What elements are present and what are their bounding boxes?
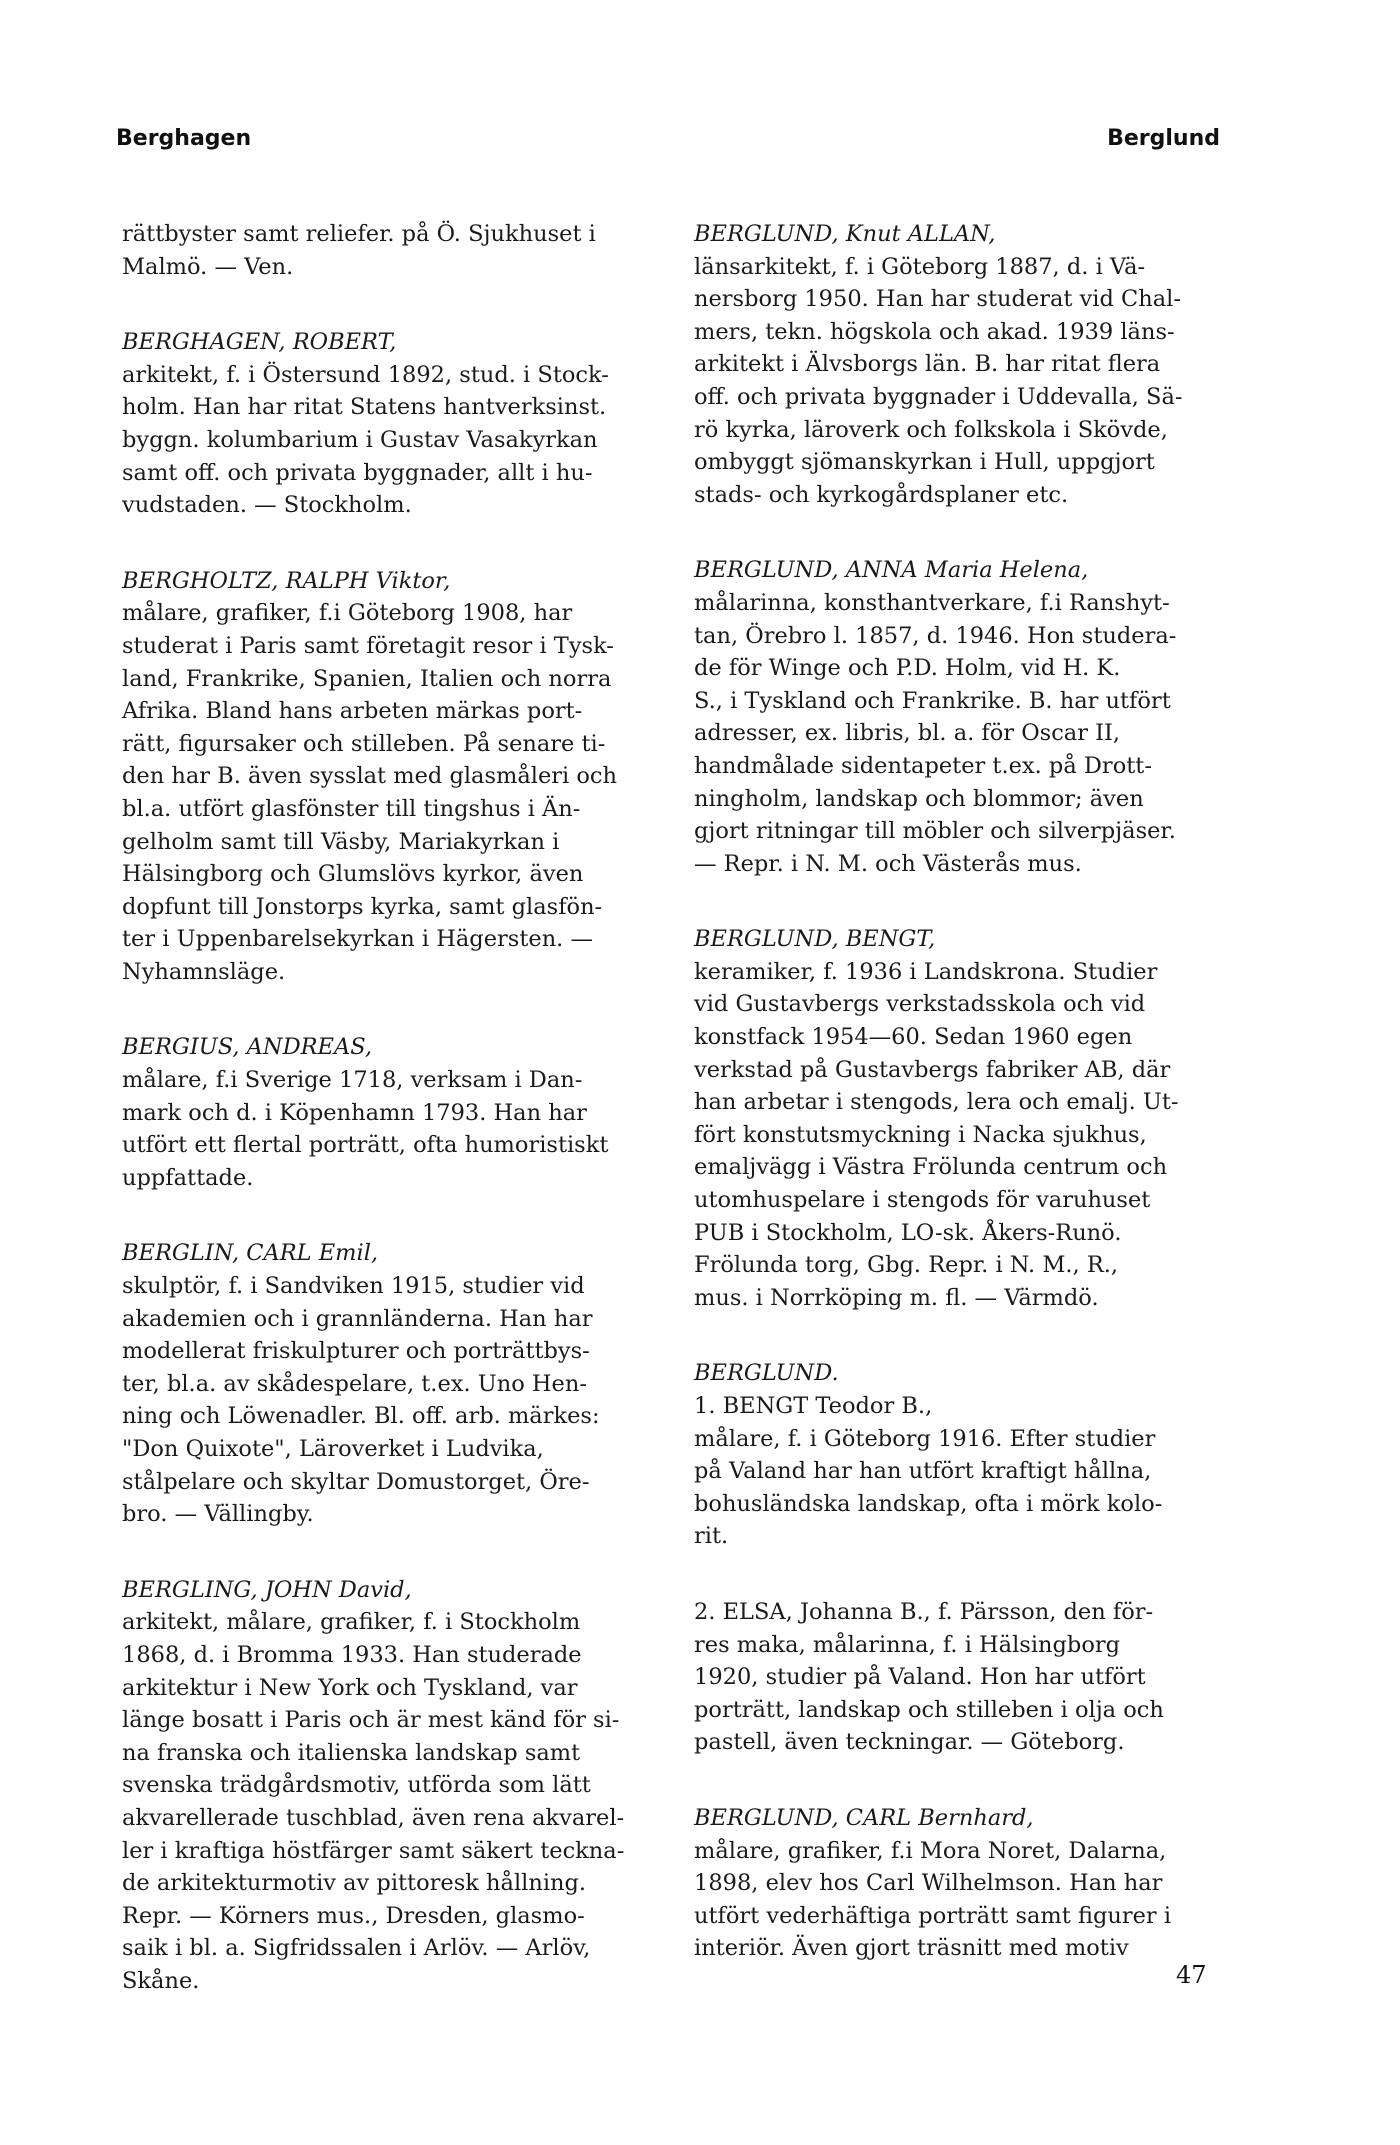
entry-text-line: 1. BENGT Teodor B.,	[694, 1393, 933, 1419]
dictionary-entry	[694, 218, 1228, 511]
entry-text-line: uppfattade.	[122, 1164, 254, 1191]
entry-text-line: ombyggt sjömanskyrkan i Hull, uppgjort	[694, 449, 1155, 476]
entry-text-line: Skåne.	[122, 1967, 200, 1994]
entry-heading: BERGLUND, ANNA Maria Helena,	[694, 557, 1089, 584]
entry-text-line: 1920, studier på Valand. Hon har utfört	[694, 1664, 1146, 1691]
dictionary-entry	[122, 218, 656, 283]
entry-text-line: bl.a. utfört glasfönster till tingshus i Än-	[122, 795, 581, 822]
entry-text-line: utomhuspelare i stengods för varuhuset	[694, 1187, 1151, 1214]
entry-text-line: bro. — Vällingby.	[122, 1501, 314, 1528]
entry-text-line: Hälsingborg och Glumslövs kyrkor, även	[122, 861, 584, 888]
entry-text-line: gjort ritningar till möbler och silverpjäser.	[694, 818, 1176, 845]
entry-text-line: verkstad på Gustavbergs fabriker AB, där	[694, 1056, 1171, 1083]
entry-text-line: arkitekt, målare, grafiker, f. i Stockholm	[122, 1609, 581, 1636]
entry-text-line: nersborg 1950. Han har studerat vid Chal-	[694, 286, 1181, 313]
dictionary-entry	[122, 1237, 656, 1530]
entry-text-line: off. och privata byggnader i Uddevalla, Sä-	[694, 383, 1183, 410]
entry-text-line: na franska och italienska landskap samt	[122, 1739, 581, 1766]
entry-text-line: arkitekt i Älvsborgs län. B. har ritat flera	[694, 351, 1161, 378]
entry-text-line: rätt, figursaker och stilleben. På senare ti-	[122, 730, 606, 757]
entry-text-line: på Valand har han utfört kraftigt hållna,	[694, 1458, 1152, 1485]
entry-heading: BERGLUND, BENGT,	[694, 926, 936, 953]
entry-text-line: skulptör, f. i Sandviken 1915, studier vid	[122, 1273, 585, 1300]
entry-text-line: målare, grafiker, f.i Göteborg 1908, har	[122, 600, 573, 627]
entry-text-line: saik i bl. a. Sigfridssalen i Arlöv. — Arlöv,	[122, 1935, 591, 1962]
header-right: Berglund	[1107, 126, 1220, 151]
entry-text-line: emaljvägg i Västra Frölunda centrum och	[694, 1154, 1168, 1181]
entry-heading: BERGLING, JOHN David,	[122, 1576, 412, 1603]
entry-text-line: den har B. även sysslat med glasmåleri och	[122, 763, 618, 790]
entry-text-line: pastell, även teckningar. — Göteborg.	[694, 1729, 1125, 1756]
entry-text-line: Frölunda torg, Gbg. Repr. i N. M., R.,	[694, 1252, 1119, 1279]
entry-text-line: målarinna, konsthantverkare, f.i Ranshyt-	[694, 589, 1170, 616]
entry-text-line: handmålade sidentapeter t.ex. på Drott-	[694, 752, 1152, 779]
entry-text-line: ter, bl.a. av skådespelare, t.ex. Uno Hen-	[122, 1370, 587, 1397]
entry-text-line: mark och d. i Köpenhamn 1793. Han har	[122, 1099, 587, 1126]
right-column	[694, 218, 1228, 2008]
entry-text-line: de arkitekturmotiv av pittoresk hållning.	[122, 1870, 587, 1897]
entry-text-line: arkitekt, f. i Östersund 1892, stud. i Stock-	[122, 361, 609, 388]
entry-text-line: studerat i Paris samt företagit resor i Tysk-	[122, 632, 614, 659]
entry-text-line: stads- och kyrkogårdsplaner etc.	[694, 481, 1069, 508]
entry-text-line: porträtt, landskap och stilleben i olja och	[694, 1696, 1164, 1723]
entry-text-line: keramiker, f. 1936 i Landskrona. Studier	[694, 958, 1158, 985]
entry-heading: BERGHAGEN, ROBERT,	[122, 329, 397, 356]
dictionary-entry	[694, 554, 1228, 880]
entry-text-line: samt off. och privata byggnader, allt i hu-	[122, 459, 593, 486]
entry-text-line: tan, Örebro l. 1857, d. 1946. Hon studera-	[694, 622, 1177, 649]
dictionary-entry	[122, 1031, 656, 1194]
entry-heading: BERGLUND.	[694, 1360, 839, 1387]
entry-text-line: konstfack 1954—60. Sedan 1960 egen	[694, 1024, 1133, 1051]
entry-heading: BERGHOLTZ, RALPH Viktor,	[122, 567, 451, 594]
entry-text-line: länge bosatt i Paris och är mest känd för si-	[122, 1707, 620, 1734]
entry-text-line: stålpelare och skyltar Domustorget, Öre-	[122, 1468, 590, 1495]
entry-text-line: PUB i Stockholm, LO-sk. Åkers-Runö.	[694, 1219, 1122, 1246]
entry-text-line: "Don Quixote", Läroverket i Ludvika,	[122, 1436, 544, 1462]
dictionary-entry	[694, 923, 1228, 1314]
entry-text-line: res maka, målarinna, f. i Hälsingborg	[694, 1631, 1121, 1658]
entry-text-line: gelholm samt till Väsby, Mariakyrkan i	[122, 828, 560, 855]
entry-text-line: 1898, elev hos Carl Wilhelmson. Han har	[694, 1870, 1163, 1897]
entry-text-line: vudstaden. — Stockholm.	[122, 492, 412, 519]
entry-text-line: utfört vederhäftiga porträtt samt figurer i	[694, 1902, 1172, 1929]
entry-heading: BERGLUND, CARL Bernhard,	[694, 1804, 1034, 1831]
entry-text-line: mus. i Norrköping m. fl. — Värmdö.	[694, 1284, 1099, 1311]
entry-text-line: mers, tekn. högskola och akad. 1939 läns-	[694, 318, 1175, 345]
entry-text-line: ter i Uppenbarelsekyrkan i Hägersten. —	[122, 926, 593, 953]
dictionary-entry	[122, 326, 656, 522]
entry-text-line: rit.	[694, 1523, 729, 1550]
entry-text-line: målare, f. i Göteborg 1916. Efter studier	[694, 1425, 1156, 1452]
entry-heading: BERGLUND, Knut ALLAN,	[694, 221, 996, 247]
entry-text-line: utfört ett flertal porträtt, ofta humoristiskt	[122, 1132, 609, 1159]
dictionary-entry	[694, 1802, 1228, 1965]
entry-heading: BERGIUS, ANDREAS,	[122, 1034, 372, 1061]
entry-text-line: arkitektur i New York och Tyskland, var	[122, 1674, 578, 1701]
entry-heading: BERGLIN, CARL Emil,	[122, 1240, 379, 1267]
entry-text-line: rö kyrka, läroverk och folkskola i Skövde,	[694, 416, 1168, 443]
entry-text-line: vid Gustavbergs verkstadsskola och vid	[694, 991, 1146, 1018]
entry-text-line: fört konstutsmyckning i Nacka sjukhus,	[694, 1121, 1147, 1148]
entry-text-line: svenska trädgårdsmotiv, utförda som lätt	[122, 1772, 591, 1799]
entry-text-line: Afrika. Bland hans arbeten märkas port-	[122, 698, 583, 725]
dictionary-entry	[694, 1596, 1228, 1759]
entry-text-line: målare, grafiker, f.i Mora Noret, Dalarna,	[694, 1837, 1167, 1864]
dictionary-entry	[122, 1574, 656, 1998]
entry-text-line: Repr. — Körners mus., Dresden, glasmo-	[122, 1902, 585, 1929]
entry-text-line: byggn. kolumbarium i Gustav Vasakyrkan	[122, 426, 598, 453]
running-header	[116, 126, 1220, 160]
entry-text-line: bohusländska landskap, ofta i mörk kolo-	[694, 1490, 1163, 1517]
entry-text-line: han arbetar i stengods, lera och emalj. Ut-	[694, 1089, 1179, 1116]
left-column	[122, 218, 656, 2041]
entry-text-line: Nyhamnsläge.	[122, 958, 286, 985]
entry-text-line: ler i kraftiga höstfärger samt säkert teckna-	[122, 1837, 625, 1864]
entry-text-line: målare, f.i Sverige 1718, verksam i Dan-	[122, 1067, 583, 1094]
entry-text-line: land, Frankrike, Spanien, Italien och norra	[122, 665, 612, 692]
entry-text-line: — Repr. i N. M. och Västerås mus.	[694, 850, 1082, 877]
entry-text-line: länsarkitekt, f. i Göteborg 1887, d. i Vä-	[694, 253, 1146, 280]
dictionary-entry	[694, 1357, 1228, 1553]
entry-text-line: holm. Han har ritat Statens hantverksinst.	[122, 394, 607, 421]
entry-text-line: adresser, ex. libris, bl. a. för Oscar II,	[694, 720, 1121, 747]
entry-text-line: modellerat friskulpturer och porträttbys-	[122, 1338, 590, 1365]
entry-text-line: 2. ELSA, Johanna B., f. Pärsson, den för-	[694, 1598, 1154, 1625]
entry-text-line: S., i Tyskland och Frankrike. B. har utfört	[694, 687, 1171, 714]
entry-text-line: ningholm, landskap och blommor; även	[694, 785, 1144, 812]
entry-text-line: de för Winge och P.D. Holm, vid H. K.	[694, 655, 1121, 682]
entry-text-line: akvarellerade tuschblad, även rena akvarel-	[122, 1804, 625, 1831]
entry-text-line: akademien och i grannländerna. Han har	[122, 1305, 593, 1332]
page-number: 47	[1176, 1961, 1207, 1989]
entry-text-line: Malmö. — Ven.	[122, 253, 294, 280]
header-left: Berghagen	[116, 126, 252, 151]
entry-text-line: 1868, d. i Bromma 1933. Han studerade	[122, 1641, 582, 1668]
entry-text-line: rättbyster samt reliefer. på Ö. Sjukhuset i	[122, 221, 596, 247]
dictionary-entry	[122, 565, 656, 989]
entry-text-line: interiör. Även gjort träsnitt med motiv	[694, 1935, 1129, 1962]
entry-text-line: ning och Löwenadler. Bl. off. arb. märkes:	[122, 1403, 600, 1430]
entry-text-line: dopfunt till Jonstorps kyrka, samt glasfön-	[122, 893, 603, 920]
